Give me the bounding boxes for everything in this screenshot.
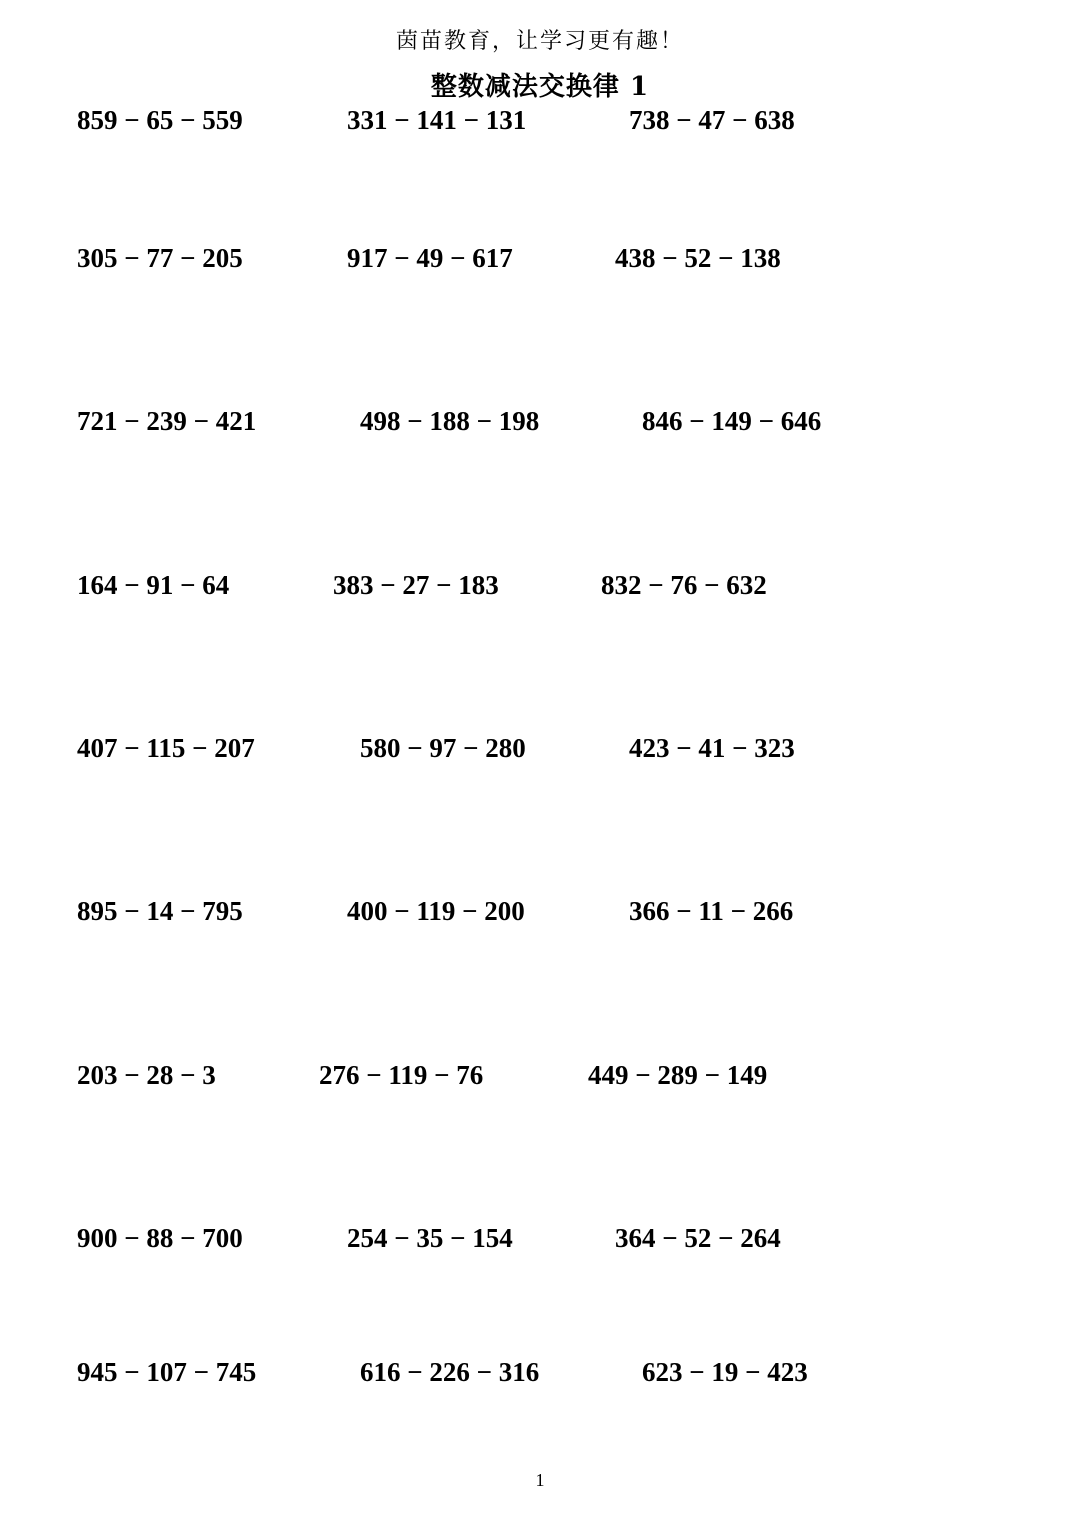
page-number: 1 [535,1470,545,1490]
problem-r4-c3: 832 − 76 − 632 [601,570,767,600]
problem-r9-c2: 616 − 226 − 316 [360,1357,540,1387]
problem-r6-c3: 366 − 11 − 266 [629,896,794,926]
problem-r2-c1: 305 − 77 − 205 [77,243,243,273]
header-slogan: 茵苗教育，让学习更有趣！ [395,29,684,54]
problem-r2-c2: 917 − 49 − 617 [347,243,513,273]
problem-r3-c2: 498 − 188 − 198 [360,406,540,436]
worksheet-title: 整数减法交换律 1 [430,72,650,102]
problem-r5-c3: 423 − 41 − 323 [629,733,795,763]
problem-r4-c2: 383 − 27 − 183 [333,570,499,600]
problem-r1-c2: 331 − 141 − 131 [347,105,527,135]
problem-r8-c3: 364 − 52 − 264 [615,1223,781,1253]
problem-r7-c2: 276 − 119 − 76 [319,1060,484,1090]
problem-r7-c3: 449 − 289 − 149 [588,1060,768,1090]
problem-r2-c3: 438 − 52 − 138 [615,243,781,273]
problem-r3-c1: 721 − 239 − 421 [77,406,257,436]
problem-r1-c3: 738 − 47 − 638 [629,105,795,135]
problem-r8-c1: 900 − 88 − 700 [77,1223,243,1253]
problem-r9-c1: 945 − 107 − 745 [77,1357,257,1387]
problem-r1-c1: 859 − 65 − 559 [77,105,243,135]
problem-r7-c1: 203 − 28 − 3 [77,1060,216,1090]
problem-r6-c2: 400 − 119 − 200 [347,896,525,926]
problem-r8-c2: 254 − 35 − 154 [347,1223,513,1253]
problem-r4-c1: 164 − 91 − 64 [77,570,230,600]
problem-r5-c2: 580 − 97 − 280 [360,733,526,763]
problem-r6-c1: 895 − 14 − 795 [77,896,243,926]
problem-r3-c3: 846 − 149 − 646 [642,406,822,436]
problem-r5-c1: 407 − 115 − 207 [77,733,255,763]
problem-r9-c3: 623 − 19 − 423 [642,1357,808,1387]
